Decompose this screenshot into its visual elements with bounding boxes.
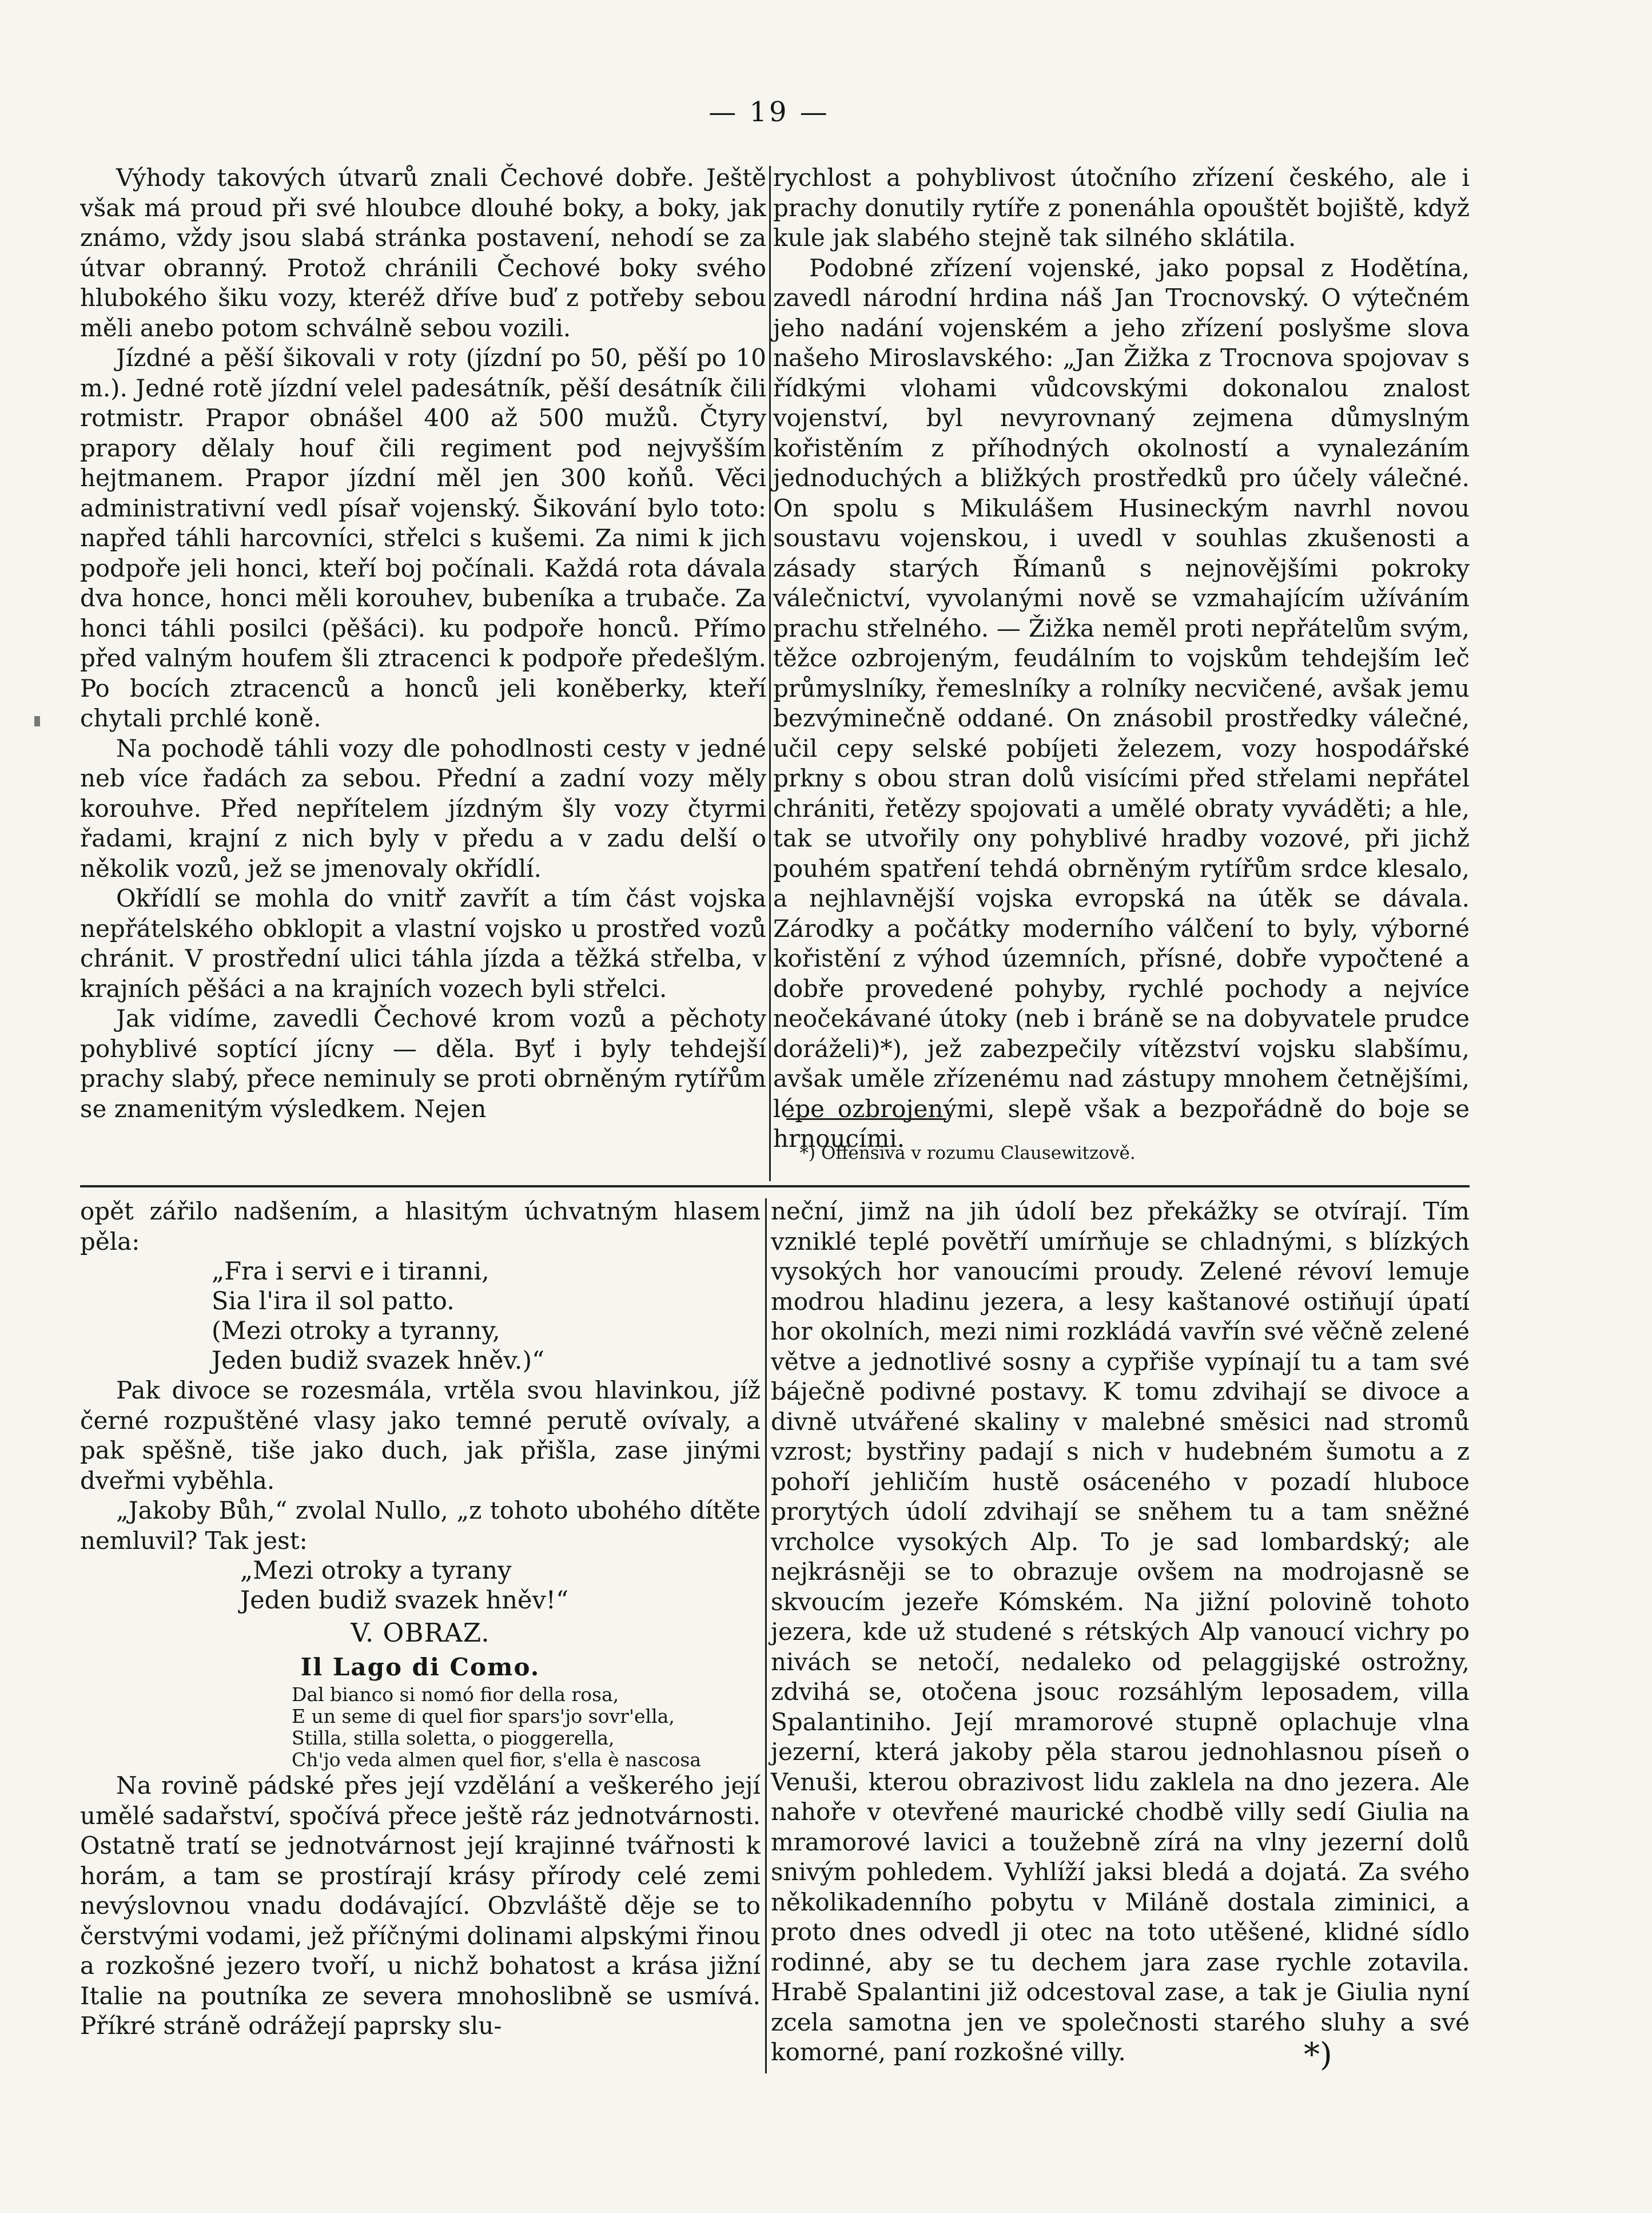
page-number: — 19 —	[708, 96, 830, 128]
paragraph: rychlost a pohyblivost útočního zřízení českého, ale i prachy donutily rytíře z ponenáhla opouštět bojiště, když kule jak slabého stejně tak silného sklátila.	[773, 164, 1470, 252]
verse-line: (Mezi otroky a tyranny,	[212, 1317, 500, 1345]
verse-line: Sia l'ira il sol patto.	[212, 1287, 455, 1316]
epigraph-line: E un seme di quel fior spars'jo sovr'ella,	[292, 1705, 675, 1727]
chapter-title: Il Lago di Como.	[300, 1653, 540, 1681]
verse-line: Jeden budiž svazek hněv!“	[240, 1586, 569, 1615]
paragraph: Jak vidíme, zavedli Čechové krom vozů a pěchoty pohyblivé soptící jícny — děla. Byť i byly tehdejší prachy slabý, přece neminuly se proti obrněným rytířům se znamenitým výsledkem. Nejen	[80, 1004, 766, 1123]
verse-quote	[240, 1556, 761, 1615]
paragraph: Jízdné a pěší šikovali v roty (jízdní po 50, pěší po 10 m.). Jedné rotě jízdní velel padesátník, pěší desátník čili rotmistr. Prapor obnášel 400 až 500 mužů. Čtyry prapory dělaly houf čili regiment pod nejvyšším hejtmanem. Prapor jízdní měl jen 300 koňů. Věci administrativní vedl písař vojenský. Šikování bylo toto: napřed táhli harcovníci, střelci s kušemi. Za nimi k jich podpoře jeli honci, kteří boj počínali. Každá rota dávala dva honce, honci měli korouhev, bubeníka a trubače. Za honci táhli posilci (pěšáci). ku podpoře honců. Přímo před valným houfem šli ztracenci k podpoře předešlým. Po bocích ztracenců a honců jeli koněberky, kteří chytali prchlé koně.	[80, 344, 766, 732]
epigraph-line: Stilla, stilla soletta, o pioggerella,	[292, 1727, 615, 1749]
column-divider-lower	[765, 1198, 767, 2073]
verse-line: „Mezi otroky a tyrany	[240, 1556, 512, 1585]
verse-line: Jeden budiž svazek hněv.)“	[212, 1346, 545, 1375]
epigraph-line: Ch'jo veda almen quel fior, s'ella è nascosa	[292, 1749, 702, 1771]
upper-right-column	[773, 163, 1470, 1154]
paragraph: Pak divoce se rozesmála, vrtěla svou hlavinkou, jíž černé rozpuštěné vlasy jako temné perutě ovívaly, a pak spěšně, tiše jako duch, jak přišla, zase jinými dveřmi vyběhla.	[80, 1376, 761, 1495]
section-divider	[80, 1185, 1470, 1187]
footnote-block	[773, 1142, 1470, 1165]
paragraph: Výhody takových útvarů znali Čechové dobře. Ještě však má proud při své hloubce dlouhé boky, a boky, jak známo, vždy jsou slabá stránka postavení, nehodí se za útvar obranný. Protož chránili Čechové boky svého hlubokého šiku vozy, kteréž dříve buď z potřeby sebou měli anebo potom schválně sebou vozili.	[80, 164, 766, 342]
chapter-heading: V. OBRAZ.	[351, 1618, 490, 1648]
paragraph: opět zářilo nadšením, a hlasitým úchvatným hlasem pěla:	[80, 1197, 761, 1256]
paragraph: Okřídlí se mohla do vnitř zavřít a tím část vojska nepřátelského obklopit a vlastní vojsko u prostřed vozů chránit. V prostřední ulici táhla jízda a těžká střelba, v krajních pěšáci a na krajních vozech byli střelci.	[80, 884, 766, 1003]
column-divider-upper	[769, 166, 771, 1181]
verse-quote	[212, 1257, 761, 1376]
upper-left-column	[80, 163, 766, 1124]
paragraph: Podobné zřízení vojenské, jako popsal z Hodětína, zavedl národní hrdina náš Jan Trocnovský. O výtečném jeho nadání vojenském a jeho zřízení poslyšme slova našeho Miroslavského: „Jan Žižka z Trocnova spojovav s řídkými vlohami vůdcovskými dokonalou znalost vojenství, byl nevyrovnaný zejmena důmyslným kořistěním z příhodných okolností a vynalezáním jednoduchých a bližkých prostředků pro účely válečné. On spolu s Mikulášem Husineckým navrhl novou soustavu vojenskou, i uvedl v souhlas zkušenosti a zásady starých Římanů s nejnovějšími pokroky válečnictví, vyvolanými nově se vzmahajícím užíváním prachu střelného. — Žižka neměl proti nepřátelům svým, těžce ozbrojeným, feudálním to vojskům tehdejším leč průmyslníky, řemeslníky a rolníky necvičené, avšak jemu bezvýminečně oddané. On znásobil prostředky válečné, učil cepy selské pobíjeti železem, vozy hospodářské prkny s obou stran dolů visícími před střelami nepřátel chrániti, řetězy spojovati a umělé obraty vyváděti; a hle, tak se utvořily ony pohyblivé hradby vozové, při jichž pouhém spatření tehdá obrněným rytířům srdce klesalo, a nejhlavnější vojska evropská na útěk se dávala. Zárodky a počátky moderního válčení to byly, výborné kořistění z výhod územních, přísné, dobře vypočtené a dobře provedené pohyby, rychlé pochody a nejvíce neočekávané útoky (neb i bráně se na dobyvatele prudce doráželi)*), jež zabezpečily vítězství vojsku slabšímu, avšak uměle zřízenému nad zástupy mnohem četnějšími, lépe ozbrojenými, slepě však a bezpořádně do boje se hrnoucími.	[773, 253, 1470, 1153]
epigraph-line: Dal bianco si nomó fior della rosa,	[292, 1683, 619, 1706]
paragraph: neční, jimž na jih údolí bez překážky se otvírají. Tím vzniklé teplé povětří umírňuje se chladnými, s blízkých vysokých hor vanoucími proudy. Zelené révoví lemuje modrou hladinu jezera, a lesy kaštanové ostiňují úpatí hor okolních, mezi nimi rozkládá vavřín své věčně zelené větve a jednotlivé sosny a cypřiše vypínají tu a tam své báječně podivné postavy. K tomu zdvihají se divoce a divně utvářené skaliny v malebné směsici nad stromů vzrost; bystřiny padají s nich v hudebném šumotu a z pohoří jehličím hustě osáceného v pozadí hluboce prorytých údolí zdvihají se sněhem tu a tam sněžné vrcholce vysokých Alp. To je sad lombardský; ale nejkrásněji se to obrazuje ovšem na modrojasně se skvoucím jezeře Kómském. Na jižní polovině tohoto jezera, kde už studené s rétských Alp vanoucí vichry po nivách se netočí, nedaleko od pelaggijské ostrožny, zdvihá se, otočena jsouc rozsáhlým leposadem, villa Spalantiniho. Její mramorové stupně oplachuje vlna jezerní, která jakoby pěla starou jednohlasnou píseň o Venuši, kterou obrazivost lidu zaklela na dno jezera. Ale nahoře v otevřené maurické chodbě villy sedí Giulia na mramorové lavici a toužebně zírá na vlny jezerní dolů snivým pohledem. Vyhlíží jaksi bledá a dojatá. Za svého několikadenního pobytu v Miláně dostala ziminici, a proto dnes odvedl ji otec na toto utěšené, klidné sídlo rodinné, aby se tu dechem jara zase rychle zotavila. Hrabě Spalantini již odcestoval zase, a tak je Giulia nyní zcela samotna jen ve společnosti starého sluhy a své komorné, paní rozkošné villy.	[771, 1197, 1470, 2066]
footnote: *) Offensiva v rozumu Clausewitzově.	[799, 1143, 1136, 1163]
verse-line: „Fra i servi e i tiranni,	[212, 1257, 489, 1286]
paragraph: Na pochodě táhli vozy dle pohodlnosti cesty v jedné neb více řadách za sebou. Přední a zadní vozy měly korouhve. Před nepřítelem jízdným šly vozy čtyrmi řadami, krajní z nich byly v předu a v zadu delší o několik vozů, jež se jmenovaly okřídlí.	[80, 734, 766, 883]
footnote-marker: *)	[1304, 2036, 1332, 2073]
footnote-rule	[786, 1118, 946, 1120]
epigraph	[292, 1684, 761, 1771]
lower-left-column	[80, 1197, 761, 2041]
paragraph: Na rovině pádské přes její vzdělání a veškerého její umělé sadařství, spočívá přece ještě ráz jednotvárnosti. Ostatně tratí se jednotvárnost její krajinné tvářnosti k horám, a tam se prostírají krásy přírody celé zemi nevýslovnou vnadu dodávající. Obzvláště děje se to čerstvými vodami, jež příčnými dolinami alpskými řinou a rozkošné jezero tvoří, u nichž bohatost a krása jižní Italie na poutníka ze severa mnohoslibně se usmívá. Příkré stráně odrážejí paprsky slu-	[80, 1771, 761, 2040]
margin-mark	[34, 716, 40, 726]
lower-right-column	[771, 1197, 1470, 2068]
paragraph: „Jakoby Bůh,“ zvolal Nullo, „z tohoto ubohého dítěte nemluvil? Tak jest:	[80, 1496, 761, 1555]
